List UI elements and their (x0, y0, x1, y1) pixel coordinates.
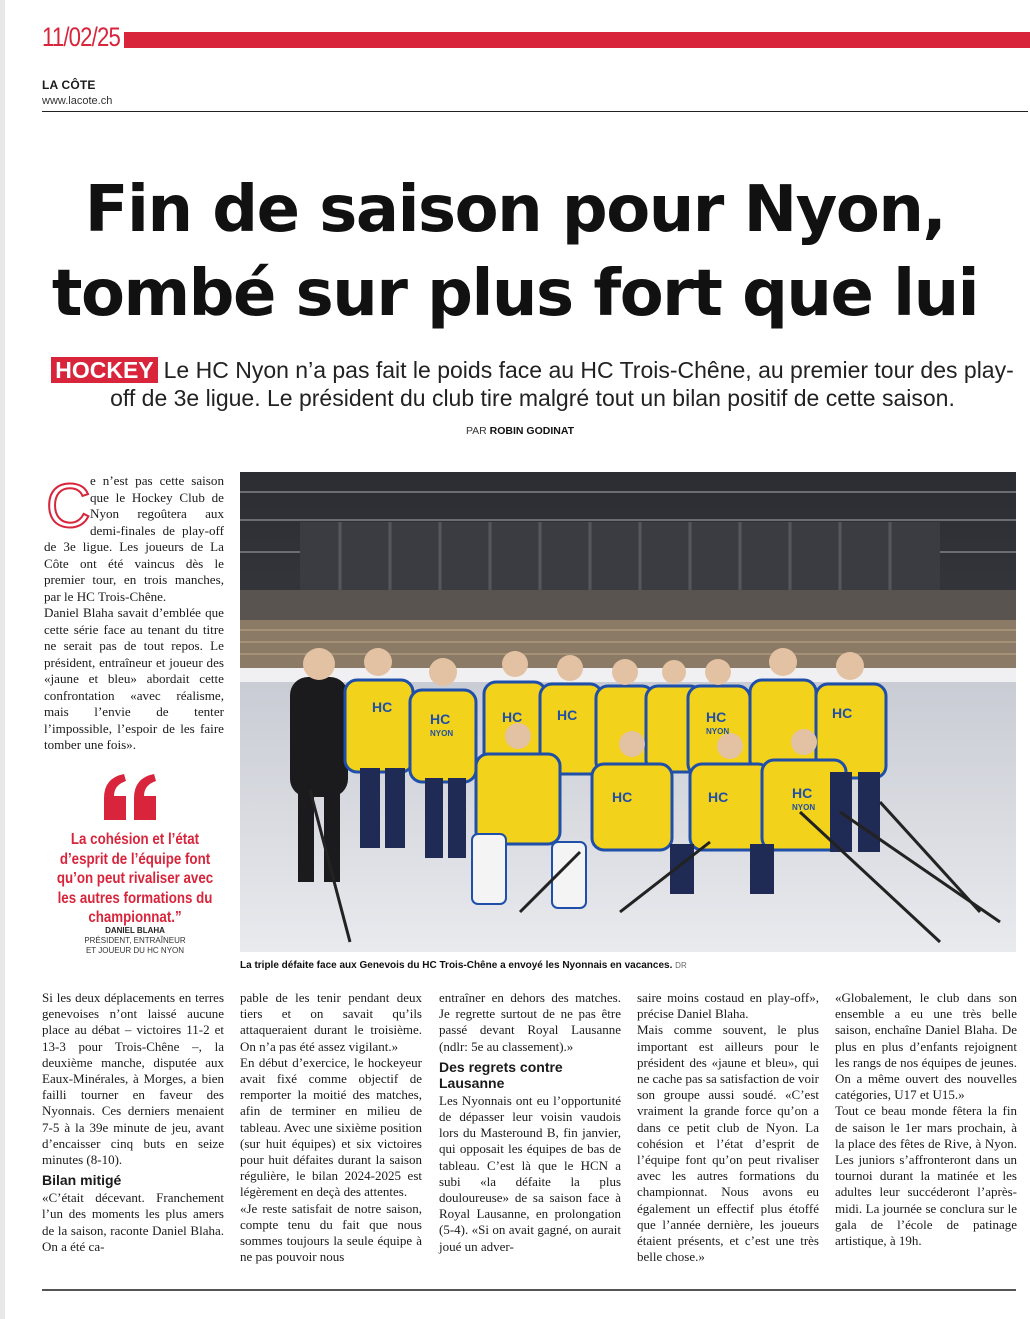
date-accent-bar (124, 32, 1030, 48)
svg-text:HC: HC (557, 707, 578, 723)
body-column-2 (240, 990, 422, 1265)
body-column-4 (637, 990, 819, 1265)
players-front-row (476, 754, 846, 850)
byline-prefix: PAR (465, 425, 487, 437)
pull-quote-role-line-1: PRÉSIDENT, ENTRAÎNEUR (84, 936, 186, 945)
photo-credit: DR (675, 961, 687, 970)
dropcap (44, 472, 91, 541)
svg-text:HC: HC (832, 705, 853, 721)
body-paragraph: «Je reste satisfait de notre saison, compte tenu du fait que nous sommes toujours la seule équipe à ne pas pouvoir nous (240, 1200, 422, 1265)
pull-quote-author: DANIEL BLAHA (105, 926, 165, 935)
svg-text:NYON: NYON (430, 729, 454, 738)
svg-text:NYON: NYON (792, 803, 816, 812)
body-column-3 (439, 990, 621, 1255)
svg-text:C: C (46, 472, 91, 541)
body-paragraph: pable de les tenir pendant deux tiers et on savait qu’ils attaqueraient durant le troisième. On n’a pas été assez vigilant.» (240, 990, 422, 1054)
byline (300, 425, 740, 437)
caption-text: La triple défaite face aux Genevois du HC Trois-Chêne a envoyé les Nyonnais en vacances. (240, 960, 673, 971)
body-paragraph: Tout ce beau monde fêtera la fin de saison le 1er mars prochain, à la place des fêtes de Rive, à Nyon. Les juniors s’affronteront dans un tournoi durant la matinée et les adultes leur succéderont l’après-midi. La journée se conclura sur le gala de l’école de patinage artistique, à 19h. (835, 1103, 1017, 1249)
article-headline (30, 168, 1000, 336)
pull-quote-role-line-2: ET JOUEUR DU HC NYON (85, 946, 185, 955)
body-paragraph: Les Nyonnais ont eu l’opportunité de dépasser leur voisin vaudois lors du Masteround B, fin janvier, qui opposait les équipes de bas de tableau. C’est là que le HCN a subi «la défaite la plus douloureuse» de sa saison face à Royal Lausanne, en prolongation (5-4). «Si on avait gagné, on aurait joué un adver- (439, 1092, 621, 1254)
issue-date: 11/02/25 (42, 22, 120, 52)
svg-text:HC: HC (502, 709, 523, 725)
svg-text:HC: HC (708, 789, 729, 805)
subheading-bilan: Bilan mitigé (42, 1172, 122, 1189)
photo-caption (240, 960, 1016, 971)
body-paragraph: saire moins costaud en play-off», précise Daniel Blaha. (637, 990, 819, 1022)
svg-text:HC: HC (792, 785, 813, 801)
team-photo (240, 472, 1016, 952)
intro-paragraph-2: Daniel Blaha savait d’emblée que cette série face au tenant du titre ne serait pas de tout repos. Le président, entraîneur et joueur des «jaune et bleu» abordait cette confrontation «avec réalisme, mais l’envie de tenter l’impossible, l’espoir de les faire tomber une fois». (44, 605, 224, 752)
headline-line-1: Fin de saison pour Nyon, (84, 173, 946, 247)
byline-author: ROBIN GODINAT (489, 425, 575, 437)
section-kicker: HOCKEY (51, 357, 157, 383)
article-lead (50, 356, 1015, 412)
body-paragraph: «Globalement, le club dans son ensemble a eu une très belle saison, enchaîne Daniel Blaha. De plus en plus d’enfants rejoignent les rangs de nos équipes de jeunes. On a même ouvert des nouvelles catégories, U17 et U15.» (835, 990, 1017, 1103)
svg-text:HC: HC (706, 709, 727, 725)
intro-text (44, 473, 224, 754)
svg-text:HC: HC (372, 699, 393, 715)
body-paragraph: Si les deux déplacements en terres genevoises n’ont laissé aucune place au débat – victoires 11-2 et 13-3 pour Trois-Chêne –, la deuxième manche, disputée aux Eaux-Minérales, à Morges, a bien failli tourner en faveur des Nyonnais. Ces derniers menaient 7-5 à la 39e minute de jeu, avant d’encaisser cinq buts en seize minutes (8-10). (42, 990, 224, 1168)
subheading-regrets: Des regrets contre Lausanne (439, 1058, 563, 1091)
header-divider (42, 111, 1028, 112)
pull-quote-role (40, 936, 230, 956)
publication-name: LA CÔTE (42, 78, 96, 92)
headline-line-2: tombé sur plus fort que lui (51, 257, 979, 331)
svg-text:HC: HC (430, 711, 451, 727)
body-paragraph: En début d’exercice, le hockeyeur avait fixé comme objectif de remporter la moitié des matches, afin de terminer en milieu de tableau. Avec une sixième position (sur huit équipes) et six victoires pour huit défaites durant la saison régulière, le bilan 2024-2025 est légèrement en deçà des attentes. (240, 1054, 422, 1200)
intro-paragraph-1: e n’est pas cette saison que le Hockey Club de Nyon regoûtera aux demi-finales de play-off de 3e ligue. Les joueurs de La Côte ont été vaincus dès le premier tour, en trois manches, par le HC Trois-Chêne. (44, 473, 224, 604)
pull-quote: La cohésion et l’état d’esprit de l’équipe font qu’on peut rivaliser avec les autres formations du championnat.” (56, 831, 214, 926)
team-photo-illustration (240, 472, 1016, 952)
body-paragraph: «C’était décevant. Franchement l’un des moments les plus amers de la saison, raconte Daniel Blaha. On a été ca- (42, 1190, 224, 1254)
footer-divider (42, 1289, 1016, 1291)
body-paragraph: Mais comme souvent, le plus important est ailleurs pour le président des «jaune et bleu», qui ne cache pas sa satisfaction de voir son groupe aussi soudé. «C’est vraiment la grande force qu’on a dans ce petit club de Nyon. La cohésion et l’état d’esprit de l’équipe font qu’on peut rivaliser avec les autres formations du championnat. Nous avons eu également un effectif plus étoffé que l’année dernière, les joueurs étaient présents, et c’est une très belle chose.» (637, 1022, 819, 1265)
page-edge (0, 0, 5, 1319)
date-banner (42, 20, 1030, 54)
svg-text:NYON: NYON (706, 727, 730, 736)
svg-text:HC: HC (612, 789, 633, 805)
publication-website: www.lacote.ch (42, 95, 113, 107)
body-paragraph: entraîner en dehors des matches. Je regrette surtout de ne pas être passé devant Royal Lausanne (ndlr: 5e au classement).» (439, 990, 621, 1054)
lead-text: Le HC Nyon n’a pas fait le poids face au HC Trois-Chêne, au premier tour des play-off de 3e ligue. Le président du club tire malgré tout un bilan positif de cette saison. (110, 357, 1014, 411)
quote-mark-icon (100, 772, 162, 822)
body-column-5 (835, 990, 1017, 1249)
body-column-1 (42, 990, 224, 1255)
